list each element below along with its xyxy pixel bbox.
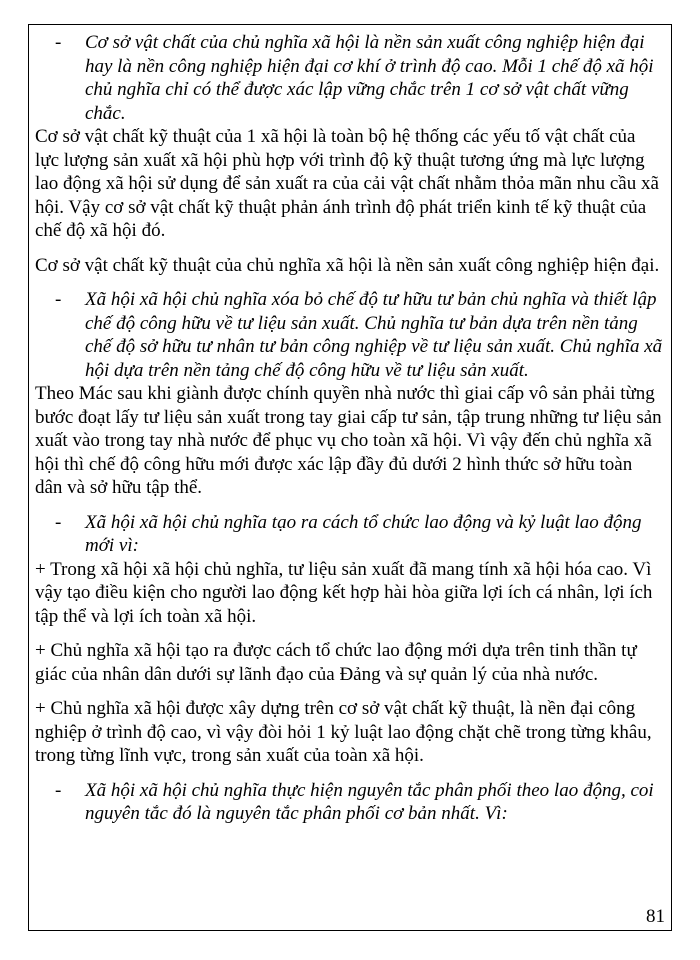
paragraph-plus-socialization: + Trong xã hội xã hội chủ nghĩa, tư liệu sản xuất đã mang tính xã hội hóa cao. Vì vậy tạo điều kiện cho người lao động kết hợp hài hòa giữa lợi ích cá nhân, lợi ích tập thể và lợi ích toàn xã hội. xyxy=(35,558,653,627)
bullet-labor-organization xyxy=(35,511,663,558)
bullet-text: Xã hội xã hội chủ nghĩa xóa bỏ chế độ tư hữu tư bản chủ nghĩa và thiết lập chế độ công hữu về tư liệu sản xuất. Chủ nghĩa tư bản dựa trên nền tảng chế độ sở hữu tư nhân tư bản công nghiệp về tư liệu sản xuất. Chủ nghĩa xã hội dựa trên nền tảng chế độ công hữu về tư liệu sản xuất. xyxy=(85,289,663,381)
paragraph-material-definition: Cơ sở vật chất kỹ thuật của 1 xã hội là toàn bộ hệ thống các yếu tố vật chất của lực lượng sản xuất xã hội phù hợp với trình độ kỹ thuật tương ứng mà lực lượng lao động xã hội sử dụng để sản xuất ra của cải vật chất nhằm thỏa mãn nhu cầu xã hội. Vậy cơ sở vật chất kỹ thuật phản ánh trình độ phát triển kinh tế kỹ thuật của chế độ xã hội đó. xyxy=(35,126,659,241)
bullet-dash: - xyxy=(55,779,62,801)
bullet-distribution-by-labor xyxy=(35,779,663,826)
bullet-dash: - xyxy=(55,289,62,310)
paragraph-marx: Theo Mác sau khi giành được chính quyền nhà nước thì giai cấp vô sản phải từng bước đoạt lấy tư liệu sản xuất trong tay giai cấp tư sản, tập trung những tư liệu sản xuất vào trong tay nhà nước để phục vụ cho toàn xã hội. Vì vậy đến chủ nghĩa xã hội thì chế độ công hữu mới được xác lập đầy đủ dưới 2 hình thức sở hữu toàn dân và sở hữu tập thể. xyxy=(35,383,662,498)
page-number: 81 xyxy=(646,906,665,927)
bullet-dash: - xyxy=(55,511,62,533)
bullet-text: Xã hội xã hội chủ nghĩa tạo ra cách tổ chức lao động và kỷ luật lao động mới vì: xyxy=(85,511,642,556)
paragraph-socialist-material-base: Cơ sở vật chất kỹ thuật của chủ nghĩa xã hội là nền sản xuất công nghiệp hiện đại. xyxy=(35,254,660,276)
paragraph-plus-self-awareness: + Chủ nghĩa xã hội tạo ra được cách tổ chức lao động mới dựa trên tinh thần tự giác của nhân dân dưới sự lãnh đạo của Đảng và sự quản lý của nhà nước. xyxy=(35,640,637,685)
bullet-text: Xã hội xã hội chủ nghĩa thực hiện nguyên tắc phân phối theo lao động, coi nguyên tắc đó là nguyên tắc phân phối cơ bản nhất. Vì: xyxy=(85,779,654,824)
page-content xyxy=(35,31,663,826)
bullet-material-base xyxy=(35,31,663,125)
paragraph-plus-discipline: + Chủ nghĩa xã hội được xây dựng trên cơ sở vật chất kỹ thuật, là nền đại công nghiệp ở trình độ cao, vì vậy đòi hỏi 1 kỷ luật lao động chặt chẽ trong từng khâu, trong từng lĩnh vực, trong sản xuất của toàn xã hội. xyxy=(35,698,652,766)
document-page xyxy=(28,24,672,931)
bullet-text: Cơ sở vật chất của chủ nghĩa xã hội là nền sản xuất công nghiệp hiện đại hay là nền công nghiệp hiện đại cơ khí ở trình độ cao. Mỗi 1 chế độ xã hội chủ nghĩa chỉ có thể được xác lập vững chắc trên 1 cơ sở vật chất vững chắc. xyxy=(85,32,654,124)
bullet-public-ownership xyxy=(35,288,663,382)
bullet-dash: - xyxy=(55,32,62,53)
